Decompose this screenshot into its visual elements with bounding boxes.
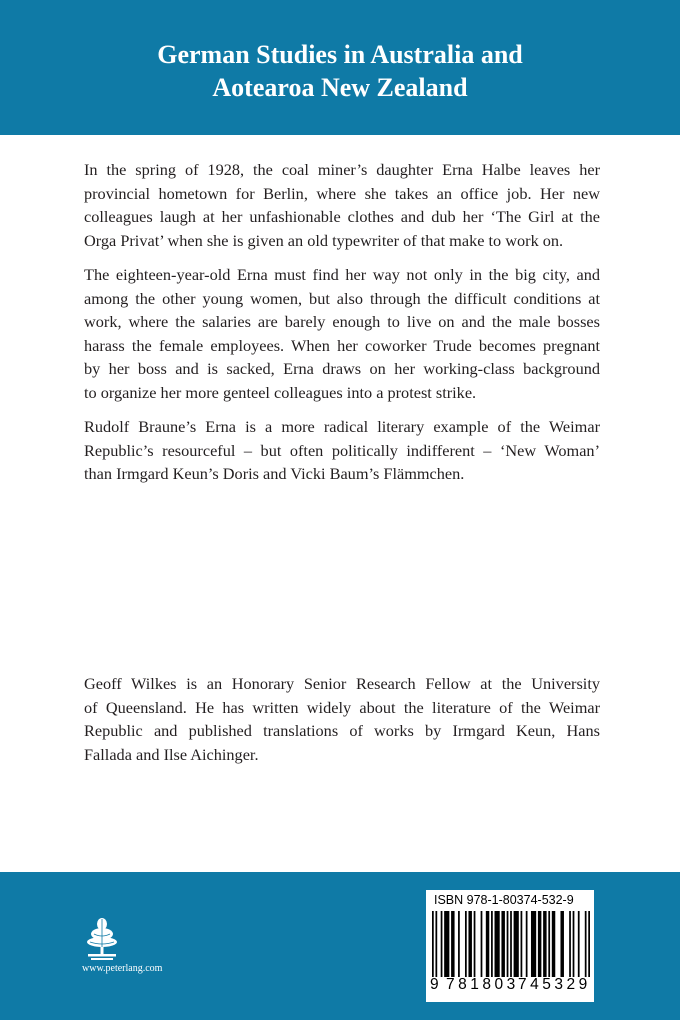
- barcode-bar: [495, 911, 500, 977]
- barcode-bar: [588, 911, 590, 977]
- barcode-bar: [451, 911, 454, 977]
- barcode-bar: [501, 911, 504, 977]
- barcode-bar: [548, 911, 550, 977]
- description-paragraph-3: [84, 415, 600, 486]
- website-link[interactable]: www.peterlang.com: [82, 963, 163, 974]
- barcode-bar: [486, 911, 489, 977]
- series-title-line-2: Aotearoa New Zealand: [212, 73, 468, 102]
- text-line: Fallada and Ilse Aichinger.: [84, 744, 259, 764]
- text-line: Rudolf Braune’s Erna is a more radical literary example of the Weimar: [84, 417, 600, 436]
- text-line: Republic and published translations of works by Irmgard Keun, Hans: [84, 721, 600, 741]
- author-bio: [84, 672, 600, 766]
- text-line: harass the female employees. When her coworker Trude becomes pregnant: [84, 335, 600, 355]
- description-paragraph-1: [84, 158, 600, 252]
- barcode-bar: [569, 911, 571, 977]
- barcode-bar: [543, 911, 546, 977]
- barcode-bar: [585, 911, 587, 977]
- text-line: work, where the salaries are barely enough to live on and the male bosses: [84, 312, 600, 332]
- barcode-bar: [578, 911, 580, 977]
- text-line: In the spring of 1928, the coal miner’s daughter Erna Halbe leaves her: [84, 160, 600, 179]
- text-line: among the other young women, but also through the difficult conditions at: [84, 288, 600, 308]
- ean-digit-prefix: 9: [430, 976, 439, 993]
- barcode-bar: [560, 911, 563, 977]
- isbn-label: ISBN 978-1-80374-532-9: [434, 893, 574, 907]
- barcode-bar: [458, 911, 460, 977]
- barcode-bar: [526, 911, 528, 977]
- text-line: The eighteen-year-old Erna must find her way not only in the big city, and: [84, 265, 600, 284]
- series-title: [0, 38, 680, 104]
- text-line: Republic’s resourceful – but often politically indifferent – ‘New Woman’: [84, 440, 600, 460]
- text-line: Geoff Wilkes is an Honorary Senior Research Fellow at the University: [84, 674, 600, 693]
- barcode-bar: [552, 911, 555, 977]
- barcode-bar: [573, 911, 575, 977]
- text-line: provincial hometown for Berlin, where she takes an office job. Her new: [84, 183, 600, 203]
- barcode-bars: [432, 911, 590, 977]
- text-line: than Irmgard Keun’s Doris and Vicki Baum’s Flämmchen.: [84, 464, 465, 484]
- text-line: of Queensland. He has written widely about the literature of the Weimar: [84, 697, 600, 717]
- barcode-bar: [474, 911, 476, 977]
- barcode-bar: [531, 911, 536, 977]
- barcode-bar: [538, 911, 541, 977]
- peter-lang-tree-logo-icon: [82, 915, 122, 965]
- barcode-panel: [426, 890, 594, 1002]
- text-line: Orga Privat’ when she is given an old typewriter of that make to work on.: [84, 230, 564, 250]
- barcode-bar: [465, 911, 467, 977]
- text-line: colleagues laugh at her unfashionable clothes and dub her ‘The Girl at the: [84, 207, 600, 227]
- barcode-bar: [435, 911, 437, 977]
- text-line: by her boss and is sacked, Erna draws on her working-class background: [84, 359, 600, 379]
- description-paragraph-2: [84, 263, 600, 405]
- ean-digit-group-left: 781803: [446, 976, 519, 993]
- barcode-bar: [444, 911, 449, 977]
- barcode-bar: [521, 911, 523, 977]
- barcode-bar: [468, 911, 471, 977]
- barcode-bar: [432, 911, 434, 977]
- ean-digits: [430, 976, 590, 998]
- barcode-bar: [510, 911, 512, 977]
- barcode-bar: [441, 911, 443, 977]
- series-title-line-1: German Studies in Australia and: [157, 40, 523, 69]
- barcode-bar: [507, 911, 509, 977]
- ean-digit-group-right: 745329: [518, 976, 591, 993]
- barcode-bar: [481, 911, 483, 977]
- text-line: to organize her more genteel colleagues into a protest strike.: [84, 382, 477, 402]
- barcode-bar: [491, 911, 493, 977]
- barcode-bar: [514, 911, 519, 977]
